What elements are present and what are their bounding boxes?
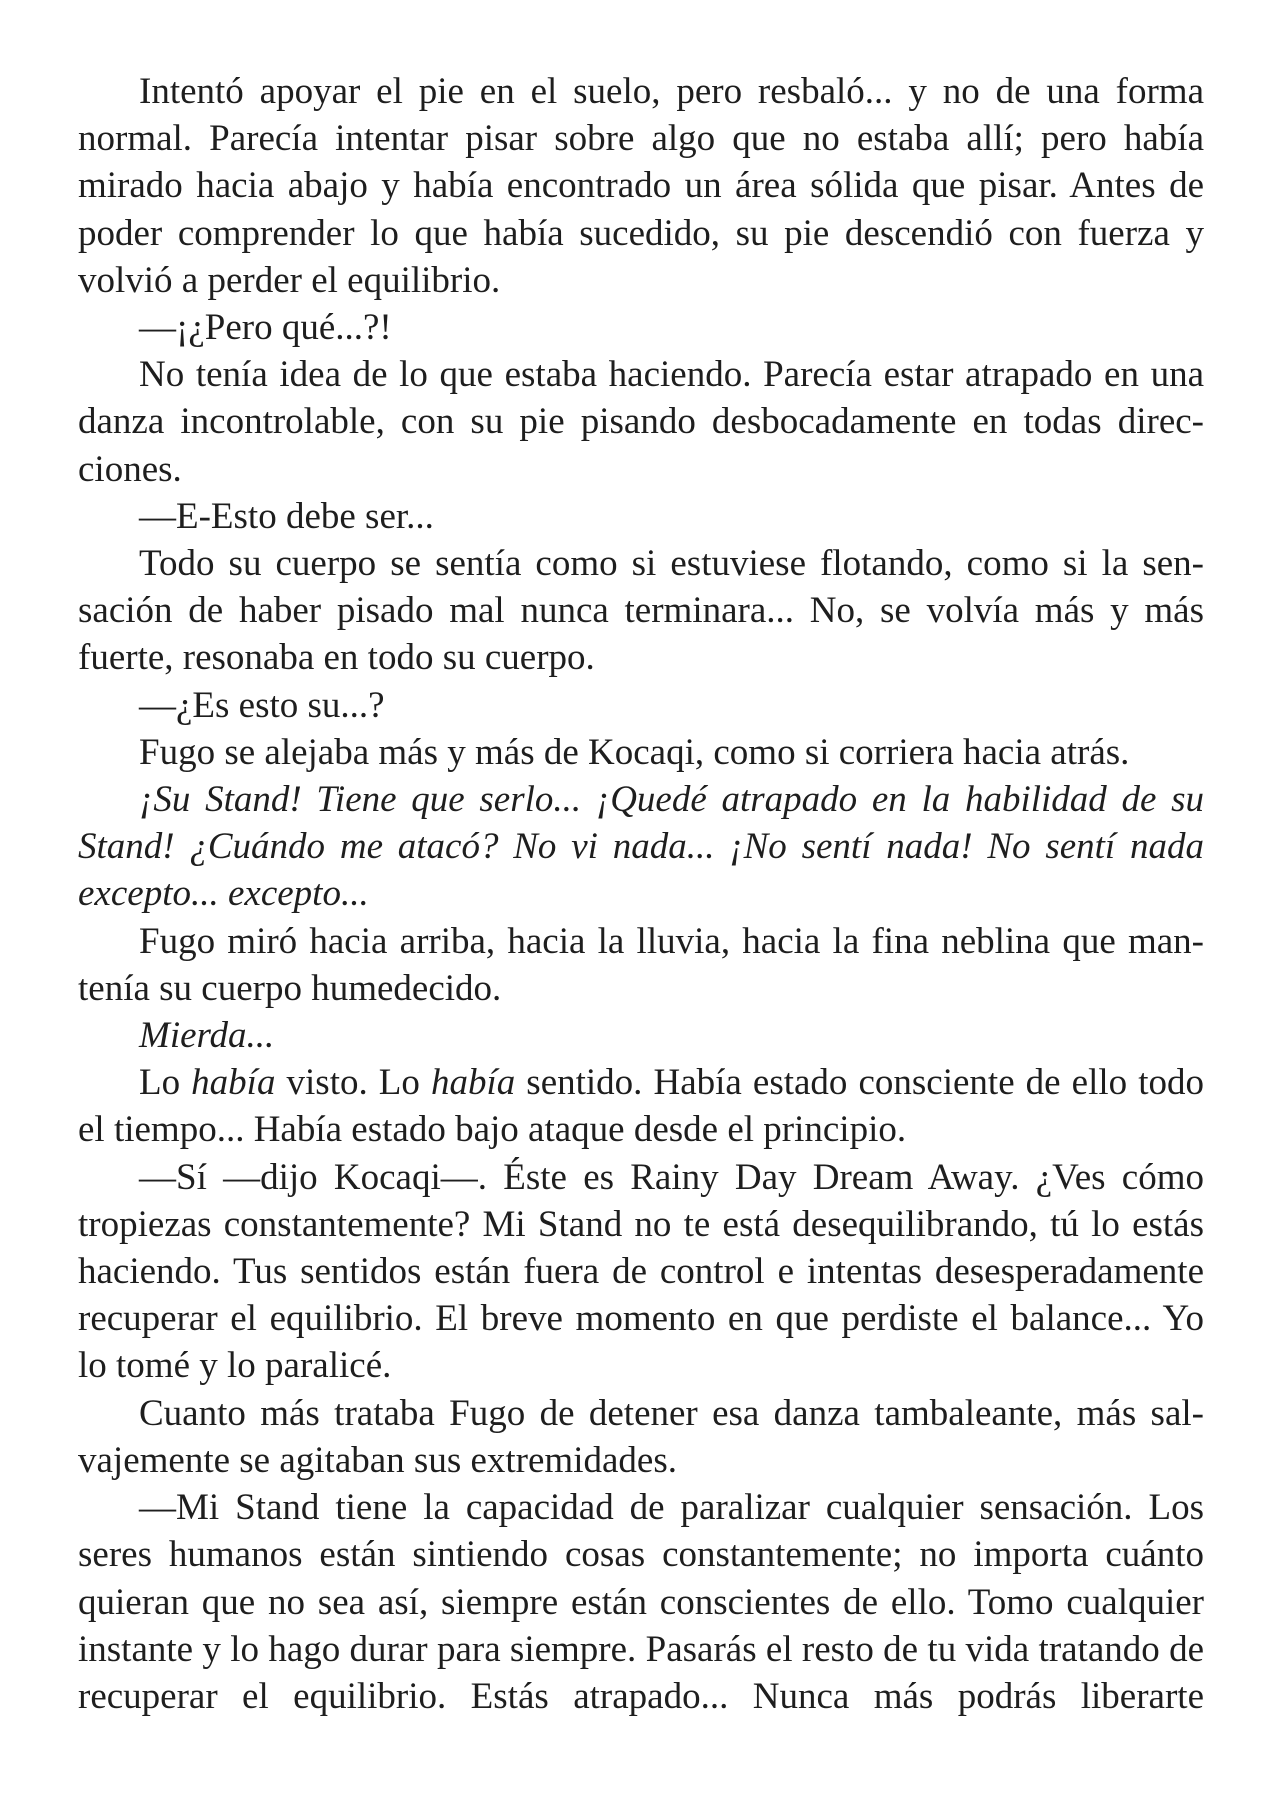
dialogue-paragraph: [78, 304, 1204, 351]
text-span: —E-Esto debe ser...: [139, 495, 434, 537]
narration-paragraph: [78, 540, 1204, 682]
text-span: Todo su cuerpo se sentía como si estuviese flotando, como si la sensación de haber pisado mal nunca terminara... No, se volvía más y más fuerte, resonaba en todo su cuerpo.: [78, 543, 1204, 679]
text-span: Fugo se alejaba más y más de Kocaqi, como si corriera hacia atrás.: [139, 731, 1130, 773]
dialogue-paragraph: [78, 1154, 1204, 1390]
book-page: [78, 68, 1204, 1720]
narration-paragraph: [78, 729, 1204, 776]
text-span: Fugo miró hacia arriba, hacia la lluvia, hacia la fina neblina que mantenía su cuerpo humedecido.: [78, 920, 1204, 1009]
narration-paragraph: [78, 918, 1204, 1012]
text-span: sentido. Había estado consciente de ello todo el tiempo... Había estado bajo ataque desde el principio.: [78, 1062, 1204, 1151]
text-span: Lo: [139, 1062, 192, 1104]
dialogue-paragraph: [78, 1484, 1204, 1720]
thought-paragraph: [78, 1012, 1204, 1059]
italic-text-span: había: [191, 1062, 276, 1104]
text-span: No tenía idea de lo que estaba haciendo. Parecía estar atrapado en una danza incontrolable, con su pie pisando desbocadamente en todas direcciones.: [78, 354, 1204, 490]
italic-text-span: había: [430, 1062, 516, 1104]
dialogue-paragraph: [78, 682, 1204, 729]
text-span: Cuanto más trataba Fugo de detener esa danza tambaleante, más salvajemente se agitaban sus extremidades.: [78, 1392, 1204, 1481]
narration-paragraph: [78, 68, 1204, 304]
narration-paragraph: [78, 351, 1204, 493]
text-span: —Sí —dijo Kocaqi—. Éste es Rainy Day Dream Away. ¿Ves cómo tropiezas constantemente? Mi Stand no te está desequilibrando, tú lo estás haciendo. Tus sentidos están fuera de control e intentas desesperadamente recuperar el equilibrio. El breve momento en que perdiste el balance... Yo lo tomé y lo paralicé.: [78, 1156, 1204, 1387]
narration-paragraph: [78, 1059, 1204, 1153]
thought-paragraph: [78, 776, 1204, 918]
text-span: visto. Lo: [275, 1062, 431, 1104]
text-span: —¡¿Pero qué...?!: [139, 307, 392, 349]
dialogue-paragraph: [78, 493, 1204, 540]
narration-paragraph: [78, 1390, 1204, 1484]
italic-text-span: ¡Su Stand! Tiene que serlo... ¡Quedé atrapado en la habilidad de su Stand! ¿Cuándo me atacó? No vi nada... ¡No sentí nada! No sentí nada excepto... excepto...: [78, 779, 1204, 915]
text-span: Intentó apoyar el pie en el suelo, pero resbaló... y no de una forma normal. Parecía intentar pisar sobre algo que no estaba allí; pero había mirado hacia abajo y había encontrado un área sólida que pisar. Antes de poder comprender lo que había sucedido, su pie descendió con fuerza y volvió a perder el equilibrio.: [78, 71, 1204, 301]
text-span: —¿Es esto su...?: [139, 684, 385, 726]
text-span: —Mi Stand tiene la capacidad de paralizar cualquier sensación. Los seres humanos están sintiendo cosas constantemente; no importa cuánto quieran que no sea así, siempre están conscientes de ello. Tomo cualquier instante y lo hago durar para siempre. Pasarás el resto de tu vida tratando de recuperar el equilibrio. Estás atrapado... Nunca más podrás liberarte: [78, 1487, 1204, 1717]
italic-text-span: Mierda...: [139, 1015, 275, 1057]
